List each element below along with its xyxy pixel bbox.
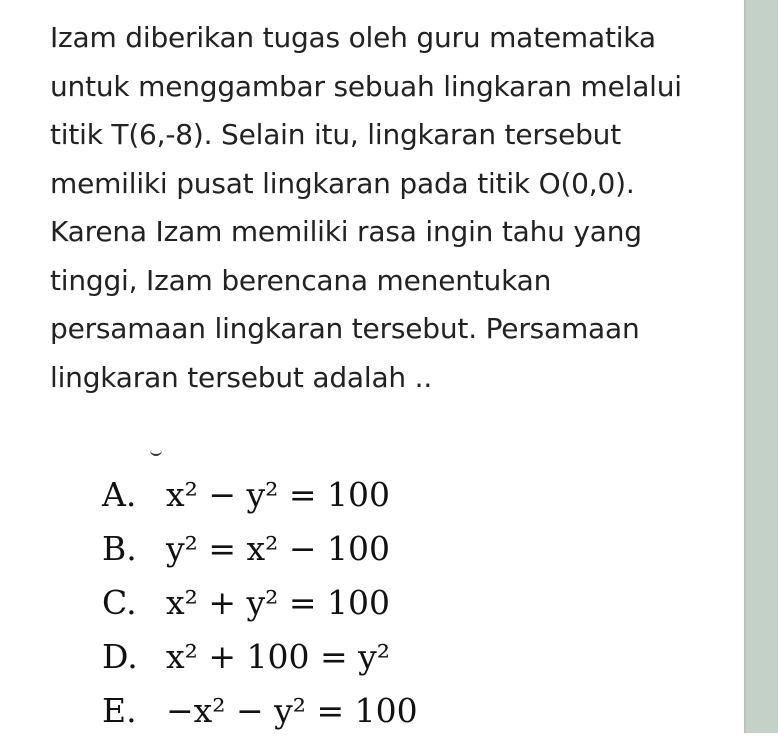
option-letter: D. [102, 636, 138, 676]
option-e[interactable] [102, 683, 418, 737]
option-b[interactable] [102, 521, 418, 575]
question-line: Izam diberikan tugas oleh guru matematika [50, 21, 656, 54]
option-expression: −x² − y² = 100 [166, 690, 418, 730]
option-letter: C. [102, 582, 137, 622]
question-text [50, 14, 710, 402]
option-expression: x² + y² = 100 [166, 582, 390, 622]
question-line: lingkaran tersebut adalah .. [50, 360, 433, 394]
option-c[interactable] [102, 575, 418, 629]
option-d[interactable] [102, 629, 418, 683]
option-expression: x² − y² = 100 [166, 474, 390, 514]
option-letter: B. [102, 528, 137, 568]
pen-mark [150, 448, 162, 456]
question-line: persamaan lingkaran tersebut. Persamaan [50, 312, 640, 345]
option-letter: E. [102, 690, 137, 730]
option-expression: y² = x² − 100 [166, 528, 390, 568]
question-line: memiliki pusat lingkaran pada titik O(0,0). [50, 166, 635, 200]
question-line: untuk menggambar sebuah lingkaran melalui [50, 69, 682, 103]
option-expression: x² + 100 = y² [166, 636, 390, 676]
answer-options [102, 467, 418, 737]
option-letter: A. [102, 474, 137, 514]
option-a[interactable] [102, 467, 418, 521]
side-rail [744, 0, 778, 733]
question-line: Karena Izam memiliki rasa ingin tahu yang [50, 215, 642, 248]
question-line: titik T(6,-8). Selain itu, lingkaran tersebut [50, 118, 621, 151]
question-line: tinggi, Izam berencana menentukan [50, 263, 552, 297]
